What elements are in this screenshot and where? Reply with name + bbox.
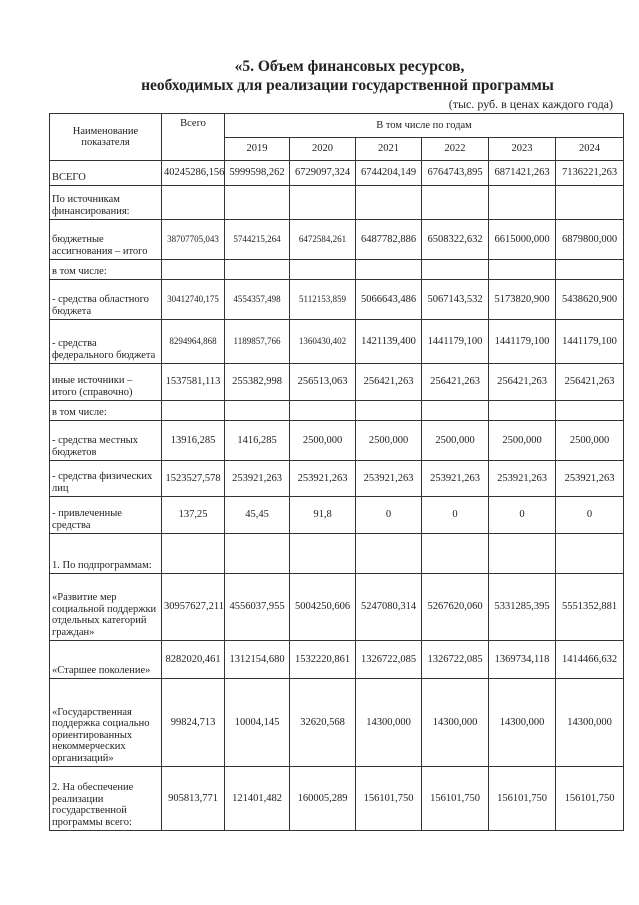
row-value-2022: 253921,263 — [422, 461, 489, 497]
table-row — [50, 401, 624, 421]
row-value-2024: 156101,750 — [556, 767, 624, 831]
table-row — [50, 364, 624, 401]
row-label: - средства федерального бюджета — [50, 320, 162, 364]
row-total: 8282020,461 — [162, 641, 225, 679]
header-year: 2020 — [290, 138, 356, 161]
row-value-2020: 6472584,261 — [290, 220, 356, 260]
row-value-2022: 6764743,895 — [422, 161, 489, 186]
row-value-2020: 5112153,859 — [290, 280, 356, 320]
table-row — [50, 186, 624, 220]
row-value-2023 — [489, 186, 556, 220]
row-value-2021: 6487782,886 — [356, 220, 422, 260]
row-value-2019: 5999598,262 — [225, 161, 290, 186]
header-year: 2021 — [356, 138, 422, 161]
row-value-2022: 5267620,060 — [422, 574, 489, 641]
row-total: 30412740,175 — [162, 280, 225, 320]
row-total: 40245286,156 — [162, 161, 225, 186]
table-row — [50, 641, 624, 679]
row-value-2019 — [225, 186, 290, 220]
row-label: «Государственная поддержка социально ориентированных некоммерческих организаций» — [50, 679, 162, 767]
table-row — [50, 421, 624, 461]
unit-note: (тыс. руб. в ценах каждого года) — [448, 97, 613, 111]
row-value-2022 — [422, 534, 489, 574]
row-value-2024 — [556, 401, 624, 421]
row-value-2020: 160005,289 — [290, 767, 356, 831]
row-value-2023: 6615000,000 — [489, 220, 556, 260]
row-value-2024: 7136221,263 — [556, 161, 624, 186]
row-label: - средства областного бюджета — [50, 280, 162, 320]
row-value-2019 — [225, 260, 290, 280]
row-value-2022: 256421,263 — [422, 364, 489, 401]
row-value-2019: 121401,482 — [225, 767, 290, 831]
row-label: иные источники – итого (справочно) — [50, 364, 162, 401]
row-value-2022 — [422, 186, 489, 220]
row-total: 99824,713 — [162, 679, 225, 767]
row-value-2019: 4556037,955 — [225, 574, 290, 641]
row-value-2021: 156101,750 — [356, 767, 422, 831]
row-value-2020 — [290, 401, 356, 421]
row-value-2023: 6871421,263 — [489, 161, 556, 186]
row-value-2023: 5173820,900 — [489, 280, 556, 320]
row-value-2022: 5067143,532 — [422, 280, 489, 320]
row-value-2019: 5744215,264 — [225, 220, 290, 260]
row-total: 13916,285 — [162, 421, 225, 461]
row-value-2022: 14300,000 — [422, 679, 489, 767]
row-value-2019: 1416,285 — [225, 421, 290, 461]
row-value-2024: 1414466,632 — [556, 641, 624, 679]
header-year: 2022 — [422, 138, 489, 161]
table-row — [50, 260, 624, 280]
row-label: - средства физических лиц — [50, 461, 162, 497]
row-value-2019: 1312154,680 — [225, 641, 290, 679]
row-label: - привлеченные средства — [50, 497, 162, 534]
table-row — [50, 767, 624, 831]
row-value-2022 — [422, 260, 489, 280]
row-value-2021: 256421,263 — [356, 364, 422, 401]
row-value-2023 — [489, 401, 556, 421]
row-value-2024: 14300,000 — [556, 679, 624, 767]
row-value-2023: 2500,000 — [489, 421, 556, 461]
row-value-2024: 256421,263 — [556, 364, 624, 401]
row-value-2020 — [290, 186, 356, 220]
row-value-2024: 5551352,881 — [556, 574, 624, 641]
table-row — [50, 534, 624, 574]
row-value-2020: 2500,000 — [290, 421, 356, 461]
row-value-2020: 253921,263 — [290, 461, 356, 497]
row-value-2022: 1326722,085 — [422, 641, 489, 679]
row-value-2020: 1532220,861 — [290, 641, 356, 679]
row-value-2019: 1189857,766 — [225, 320, 290, 364]
document-title-line1: «5. Объем финансовых ресурсов, — [234, 58, 465, 75]
row-value-2021: 1421139,400 — [356, 320, 422, 364]
row-value-2024 — [556, 534, 624, 574]
row-value-2019 — [225, 401, 290, 421]
row-value-2024: 6879800,000 — [556, 220, 624, 260]
row-label: ВСЕГО — [50, 161, 162, 186]
row-value-2021: 0 — [356, 497, 422, 534]
row-value-2021: 1326722,085 — [356, 641, 422, 679]
row-value-2024: 1441179,100 — [556, 320, 624, 364]
row-label: «Развитие мер социальной поддержки отдельных категорий граждан» — [50, 574, 162, 641]
row-value-2023: 0 — [489, 497, 556, 534]
row-value-2022: 6508322,632 — [422, 220, 489, 260]
row-value-2023: 1441179,100 — [489, 320, 556, 364]
row-value-2019 — [225, 534, 290, 574]
header-total: Всего — [162, 114, 225, 161]
row-value-2023 — [489, 260, 556, 280]
row-value-2021: 2500,000 — [356, 421, 422, 461]
row-value-2021: 14300,000 — [356, 679, 422, 767]
row-value-2023: 5331285,395 — [489, 574, 556, 641]
row-value-2023: 156101,750 — [489, 767, 556, 831]
row-total: 30957627,211 — [162, 574, 225, 641]
row-value-2020 — [290, 260, 356, 280]
document-title-line2: необходимых для реализации государственной программы — [141, 77, 554, 94]
row-value-2019: 45,45 — [225, 497, 290, 534]
row-label: в том числе: — [50, 401, 162, 421]
row-value-2019: 4554357,498 — [225, 280, 290, 320]
row-value-2021: 5247080,314 — [356, 574, 422, 641]
row-value-2019: 255382,998 — [225, 364, 290, 401]
row-value-2024: 0 — [556, 497, 624, 534]
row-value-2024: 5438620,900 — [556, 280, 624, 320]
row-value-2023 — [489, 534, 556, 574]
row-value-2021 — [356, 260, 422, 280]
row-value-2022 — [422, 401, 489, 421]
row-value-2022: 0 — [422, 497, 489, 534]
header-year: 2019 — [225, 138, 290, 161]
row-value-2021 — [356, 401, 422, 421]
row-value-2024 — [556, 186, 624, 220]
row-total: 137,25 — [162, 497, 225, 534]
row-label: - средства местных бюджетов — [50, 421, 162, 461]
row-label: 1. По подпрограммам: — [50, 534, 162, 574]
row-value-2024: 253921,263 — [556, 461, 624, 497]
table-row — [50, 574, 624, 641]
row-value-2021 — [356, 534, 422, 574]
header-year: 2023 — [489, 138, 556, 161]
table-row — [50, 280, 624, 320]
row-value-2022: 2500,000 — [422, 421, 489, 461]
table-row — [50, 679, 624, 767]
row-value-2023: 253921,263 — [489, 461, 556, 497]
header-by-years: В том числе по годам — [225, 114, 624, 138]
row-value-2020: 5004250,606 — [290, 574, 356, 641]
row-total: 38707705,043 — [162, 220, 225, 260]
row-value-2021: 253921,263 — [356, 461, 422, 497]
row-value-2021 — [356, 186, 422, 220]
row-value-2020: 32620,568 — [290, 679, 356, 767]
row-value-2019: 253921,263 — [225, 461, 290, 497]
row-total: 1523527,578 — [162, 461, 225, 497]
row-label: в том числе: — [50, 260, 162, 280]
row-value-2024 — [556, 260, 624, 280]
row-value-2023: 1369734,118 — [489, 641, 556, 679]
row-label: По источникам финансирования: — [50, 186, 162, 220]
row-value-2022: 156101,750 — [422, 767, 489, 831]
row-total — [162, 260, 225, 280]
row-value-2020: 91,8 — [290, 497, 356, 534]
row-value-2021: 5066643,486 — [356, 280, 422, 320]
table-row — [50, 220, 624, 260]
header-year: 2024 — [556, 138, 624, 161]
row-value-2023: 14300,000 — [489, 679, 556, 767]
row-label: 2. На обеспечение реализации государственной программы всего: — [50, 767, 162, 831]
row-value-2021: 6744204,149 — [356, 161, 422, 186]
table-row — [50, 320, 624, 364]
finance-table — [49, 113, 624, 831]
row-total — [162, 534, 225, 574]
row-total: 905813,771 — [162, 767, 225, 831]
row-label: бюджетные ассигнования – итого — [50, 220, 162, 260]
row-value-2020: 6729097,324 — [290, 161, 356, 186]
header-name: Наименование показателя — [50, 114, 162, 161]
table-row — [50, 497, 624, 534]
table-row — [50, 161, 624, 186]
row-total — [162, 401, 225, 421]
table-row — [50, 461, 624, 497]
row-value-2022: 1441179,100 — [422, 320, 489, 364]
row-value-2020 — [290, 534, 356, 574]
row-label: «Старшее поколение» — [50, 641, 162, 679]
row-total: 8294964,868 — [162, 320, 225, 364]
row-total — [162, 186, 225, 220]
row-value-2023: 256421,263 — [489, 364, 556, 401]
row-value-2019: 10004,145 — [225, 679, 290, 767]
row-value-2020: 256513,063 — [290, 364, 356, 401]
row-value-2024: 2500,000 — [556, 421, 624, 461]
row-value-2020: 1360430,402 — [290, 320, 356, 364]
row-total: 1537581,113 — [162, 364, 225, 401]
